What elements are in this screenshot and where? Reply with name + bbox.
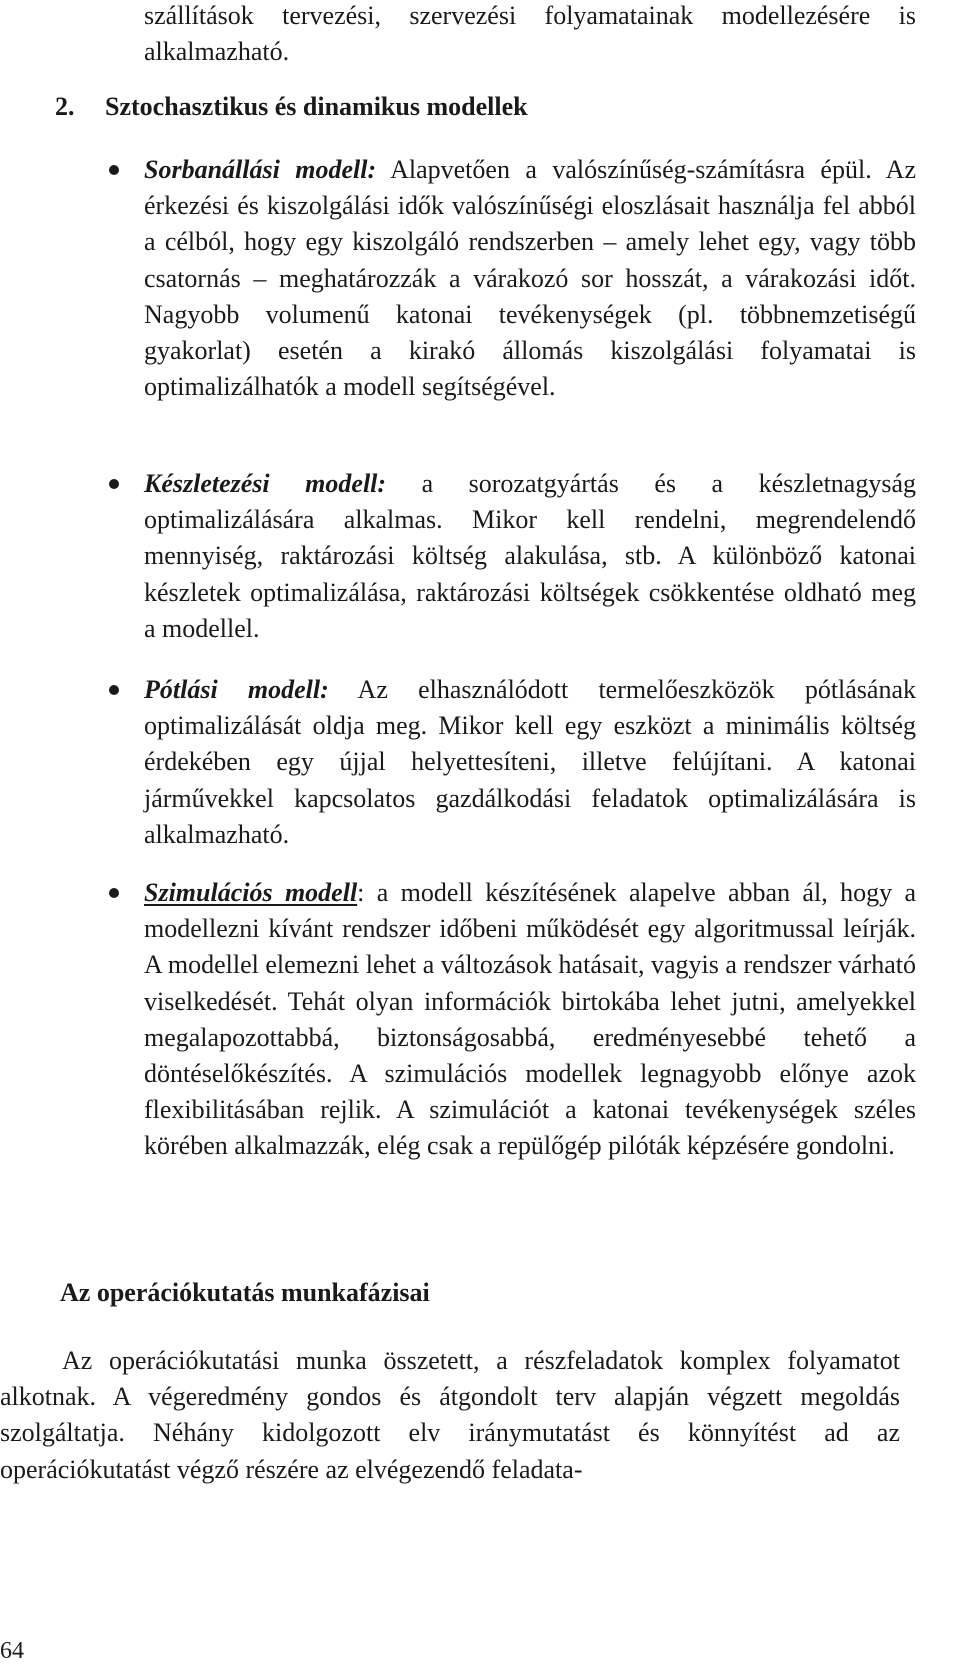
bullet-text: a sorozatgyártás és a készletnagyság optimalizálására alkalmas. Mikor kell rendelni, megrendelendő mennyiség, raktározási költség alakulása, stb. A különböző katonai készletek optimalizálása, raktározási költségek csökkentése oldható meg a modellel. [144,469,916,643]
bullet-text: Alapvetően a valószínűség-számításra épül. Az érkezési és kiszolgálási idők valószínűségi eloszlásait használja fel abból a célból, hogy egy kiszolgáló rendszerben – amely lehet egy, vagy több csatornás – meghatározzák a várakozó sor hosszát, a várakozási időt. Nagyobb volumenű katonai tevékenységek (pl. többnemzetiségű gyakorlat) esetén a kirakó állomás kiszolgálási folyamatai is optimalizálhatók a modell segítségével. [144,155,916,402]
bullet-term: Sorbanállási modell: [144,155,377,184]
bullet-sorbanallasi [144,152,916,405]
bullet-keszletezesi [144,466,916,647]
bullet-szimulacios [144,875,916,1165]
bullet-text: : a modell készítésének alapelve abban ál, hogy a modellezni kívánt rendszer időbeni működését egy algoritmussal leírják. A modellel elemezni lehet a változások hatásait, vagyis a rendszer várható viselkedését. Tehát olyan információk birtokába lehet jutni, amelyekkel megalapozottabbá, biztonságosabbá, eredményesebbé tehető a döntéselőkészítés. A szimulációs modellek legnagyobb előnye azok flexibilitásában rejlik. A szimulációt a katonai tevékenységek széles körében alkalmazzák, elég csak a repülőgép pilóták képzésére gondolni. [144,878,916,1161]
section-heading-3: Az operációkutatás munkafázisai [60,1278,430,1307]
bullet-potlasi [144,672,916,853]
page-number: 64 [0,1638,24,1664]
bullet-icon [109,888,119,898]
intro-paragraph: szállítások tervezési, szervezési folyamatainak modellezésére is alkalmazható. [144,1,916,67]
bullet-icon [109,685,119,695]
bullet-text: Az elhasználódott termelőeszközök pótlásának optimalizálását oldja meg. Mikor kell egy eszközt a minimális költség érdekében egy újjal helyettesíteni, illetve felújítani. A katonai járművekkel kapcsolatos gazdálkodási feladatok optimalizálására is alkalmazható. [144,675,917,849]
bullet-icon [109,165,119,175]
section-heading-2 [55,89,528,125]
bullet-term: Pótlási modell: [144,675,329,704]
bullet-term: Készletezési modell: [144,469,387,498]
body-paragraph: Az operációkutatási munka összetett, a részfeladatok komplex folyamatot alkotnak. A végeredmény gondos és átgondolt terv alapján végzett megoldás szolgáltatja. Néhány kidolgozott elv iránymutatást és könnyítést ad az operációkutatást végző részére az elvégezendő feladata- [0,1346,900,1484]
bullet-term: Szimulációs modell [144,878,358,907]
section-title: Sztochasztikus és dinamikus modellek [105,92,528,121]
bullet-icon [109,479,119,489]
section-number: 2. [55,92,75,121]
